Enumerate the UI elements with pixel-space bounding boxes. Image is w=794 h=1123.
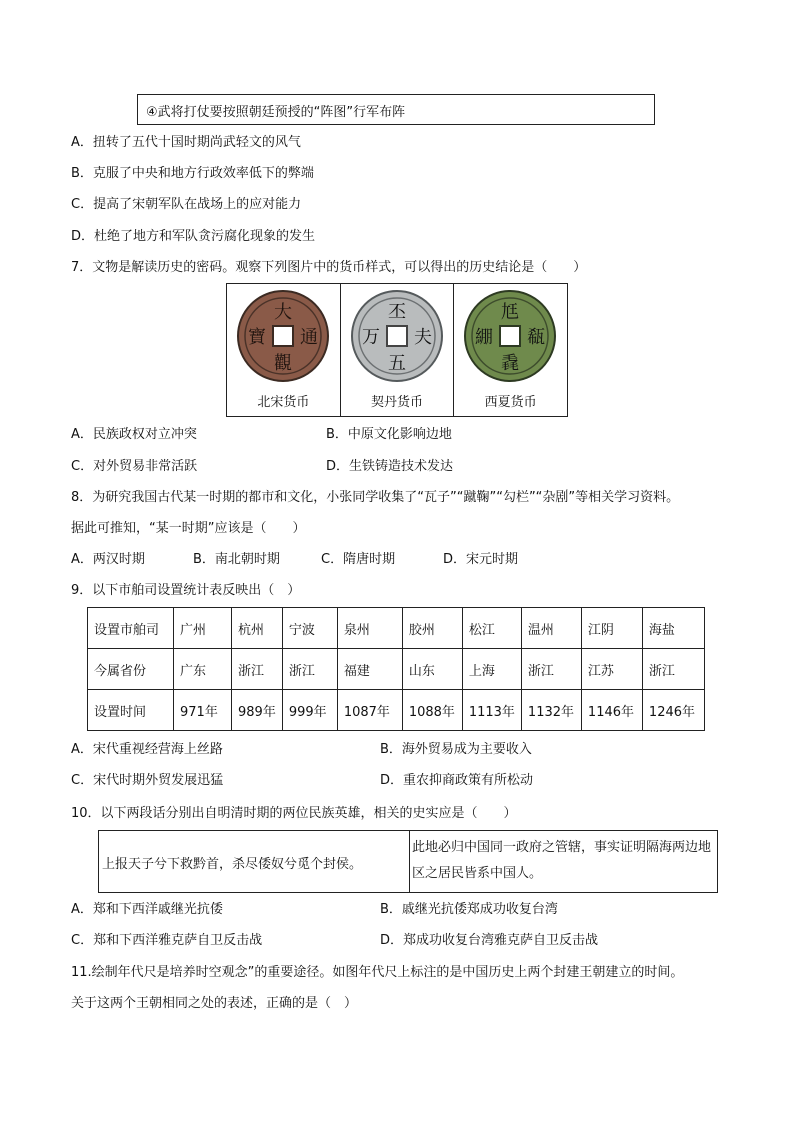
table-cell: 设置市舶司 (88, 608, 174, 649)
q8-option-a[interactable]: A．两汉时期 (71, 552, 145, 567)
table-cell: 999年 (282, 690, 337, 731)
table-cell: 泉州 (337, 608, 402, 649)
coin-caption: 北宋货币 (257, 395, 310, 410)
quote-text: 此地必归中国同一政府之管辖，事实证明隔海两边地区之居民皆系中国人。 (412, 840, 712, 881)
table-cell: 1132年 (521, 690, 581, 731)
q8-stem-line2: 据此可推知，“某一时期”应该是（ ） (71, 521, 306, 536)
shipping-office-table (87, 607, 705, 731)
table-cell: 温州 (521, 608, 581, 649)
table-cell: 上海 (462, 649, 521, 690)
table-cell: 1088年 (402, 690, 462, 731)
table-cell: 山东 (402, 649, 462, 690)
q10-option-d[interactable]: D．郑成功收复台湾雅克萨自卫反击战 (380, 933, 599, 948)
statement-box (137, 94, 655, 125)
q9-stem: 9．以下市舶司设置统计表反映出（ ） (71, 583, 301, 598)
q8-option-c[interactable]: C．隋唐时期 (321, 552, 396, 567)
svg-text:寶: 寶 (248, 327, 266, 348)
q8-option-d[interactable]: D．宋元时期 (443, 552, 519, 567)
q9-option-a[interactable]: A．宋代重视经营海上丝路 (71, 742, 223, 757)
q10-option-c[interactable]: C．郑和下西洋雅克萨自卫反击战 (71, 933, 263, 948)
q7-option-b[interactable]: B．中原文化影响边地 (326, 427, 452, 442)
table-cell: 1113年 (462, 690, 521, 731)
table-cell: 海盐 (642, 608, 704, 649)
svg-text:通: 通 (300, 327, 318, 348)
table-cell: 江阴 (581, 608, 642, 649)
table-cell: 广东 (174, 649, 232, 690)
q6-option-a[interactable]: A．扭转了五代十国时期尚武轻文的风气 (71, 135, 301, 150)
khitan-coin-image (349, 288, 445, 384)
svg-text:丕: 丕 (387, 302, 406, 323)
q7-option-c[interactable]: C．对外贸易非常活跃 (71, 459, 198, 474)
svg-text:万: 万 (361, 327, 380, 348)
coin-cell-khitan (341, 284, 455, 416)
q7-option-d[interactable]: D．生铁铸造技术发达 (326, 459, 454, 474)
q8-stem-line1: 8．为研究我国古代某一时期的都市和文化，小张同学收集了“瓦子”“蹴鞠”“勾栏”“杂剧”等相关学习资料。 (71, 490, 680, 505)
q10-stem: 10．以下两段话分别出自明清时期的两位民族英雄，相关的史实应是（ ） (71, 806, 517, 821)
table-cell: 1246年 (642, 690, 704, 731)
table-cell: 989年 (232, 690, 283, 731)
svg-text:五: 五 (387, 353, 406, 374)
svg-text:綳: 綳 (475, 327, 494, 348)
table-row (88, 649, 705, 690)
svg-text:毳: 毳 (501, 353, 520, 374)
quote-text: 上报天子兮下救黔首，杀尽倭奴兮觅个封侯。 (102, 857, 363, 872)
q6-option-d[interactable]: D．杜绝了地方和军队贪污腐化现象的发生 (71, 229, 316, 244)
table-cell: 971年 (174, 690, 232, 731)
q10-option-a[interactable]: A．郑和下西洋戚继光抗倭 (71, 902, 223, 917)
table-cell: 浙江 (642, 649, 704, 690)
table-row (88, 690, 705, 731)
svg-text:尪: 尪 (501, 302, 520, 323)
table-cell: 松江 (462, 608, 521, 649)
q7-option-a[interactable]: A．民族政权对立冲突 (71, 427, 197, 442)
statement-text: ④武将打仗要按照朝廷预授的“阵图”行军布阵 (146, 105, 406, 120)
table-cell: 今属省份 (88, 649, 174, 690)
western-xia-coin-image (462, 288, 558, 384)
q10-option-b[interactable]: B．戚继光抗倭郑成功收复台湾 (380, 902, 558, 917)
q11-stem-line1: 11.绘制年代尺是培养时空观念”的重要途径。如图年代尺上标注的是中国历史上两个封建王朝建立的时间。 (71, 965, 684, 980)
coin-cell-northern-song (227, 284, 341, 416)
coin-caption: 西夏货币 (484, 395, 537, 410)
q9-option-b[interactable]: B．海外贸易成为主要收入 (380, 742, 532, 757)
table-cell: 设置时间 (88, 690, 174, 731)
table-cell: 杭州 (232, 608, 283, 649)
table-cell: 广州 (174, 608, 232, 649)
q7-stem: 7．文物是解读历史的密码。观察下列图片中的货币样式，可以得出的历史结论是（ ） (71, 260, 587, 275)
table-cell: 江苏 (581, 649, 642, 690)
table-row (88, 608, 705, 649)
svg-text:瓻: 瓻 (527, 327, 546, 348)
q6-option-b[interactable]: B．克服了中央和地方行政效率低下的弊端 (71, 166, 314, 181)
table-cell: 胶州 (402, 608, 462, 649)
svg-text:夫: 夫 (413, 327, 432, 348)
table-cell: 1146年 (581, 690, 642, 731)
northern-song-coin-image (235, 288, 331, 384)
q8-option-b[interactable]: B．南北朝时期 (193, 552, 280, 567)
coin-caption: 契丹货币 (371, 395, 424, 410)
quote-table (98, 830, 718, 893)
q11-stem-line2: 关于这两个王朝相同之处的表述，正确的是（ ） (71, 996, 358, 1011)
table-cell: 浙江 (232, 649, 283, 690)
q6-option-c[interactable]: C．提高了宋朝军队在战场上的应对能力 (71, 197, 302, 212)
table-cell: 宁波 (282, 608, 337, 649)
svg-text:觀: 觀 (274, 353, 292, 374)
table-cell: 浙江 (521, 649, 581, 690)
table-cell: 浙江 (282, 649, 337, 690)
q9-option-d[interactable]: D．重农抑商政策有所松动 (380, 773, 534, 788)
coin-cell-western-xia (454, 284, 567, 416)
q9-option-c[interactable]: C．宋代时期外贸发展迅猛 (71, 773, 224, 788)
table-cell: 1087年 (337, 690, 402, 731)
svg-text:大: 大 (274, 302, 292, 323)
coin-figure (226, 283, 568, 417)
quote-cell-left (99, 831, 410, 892)
table-cell: 福建 (337, 649, 402, 690)
